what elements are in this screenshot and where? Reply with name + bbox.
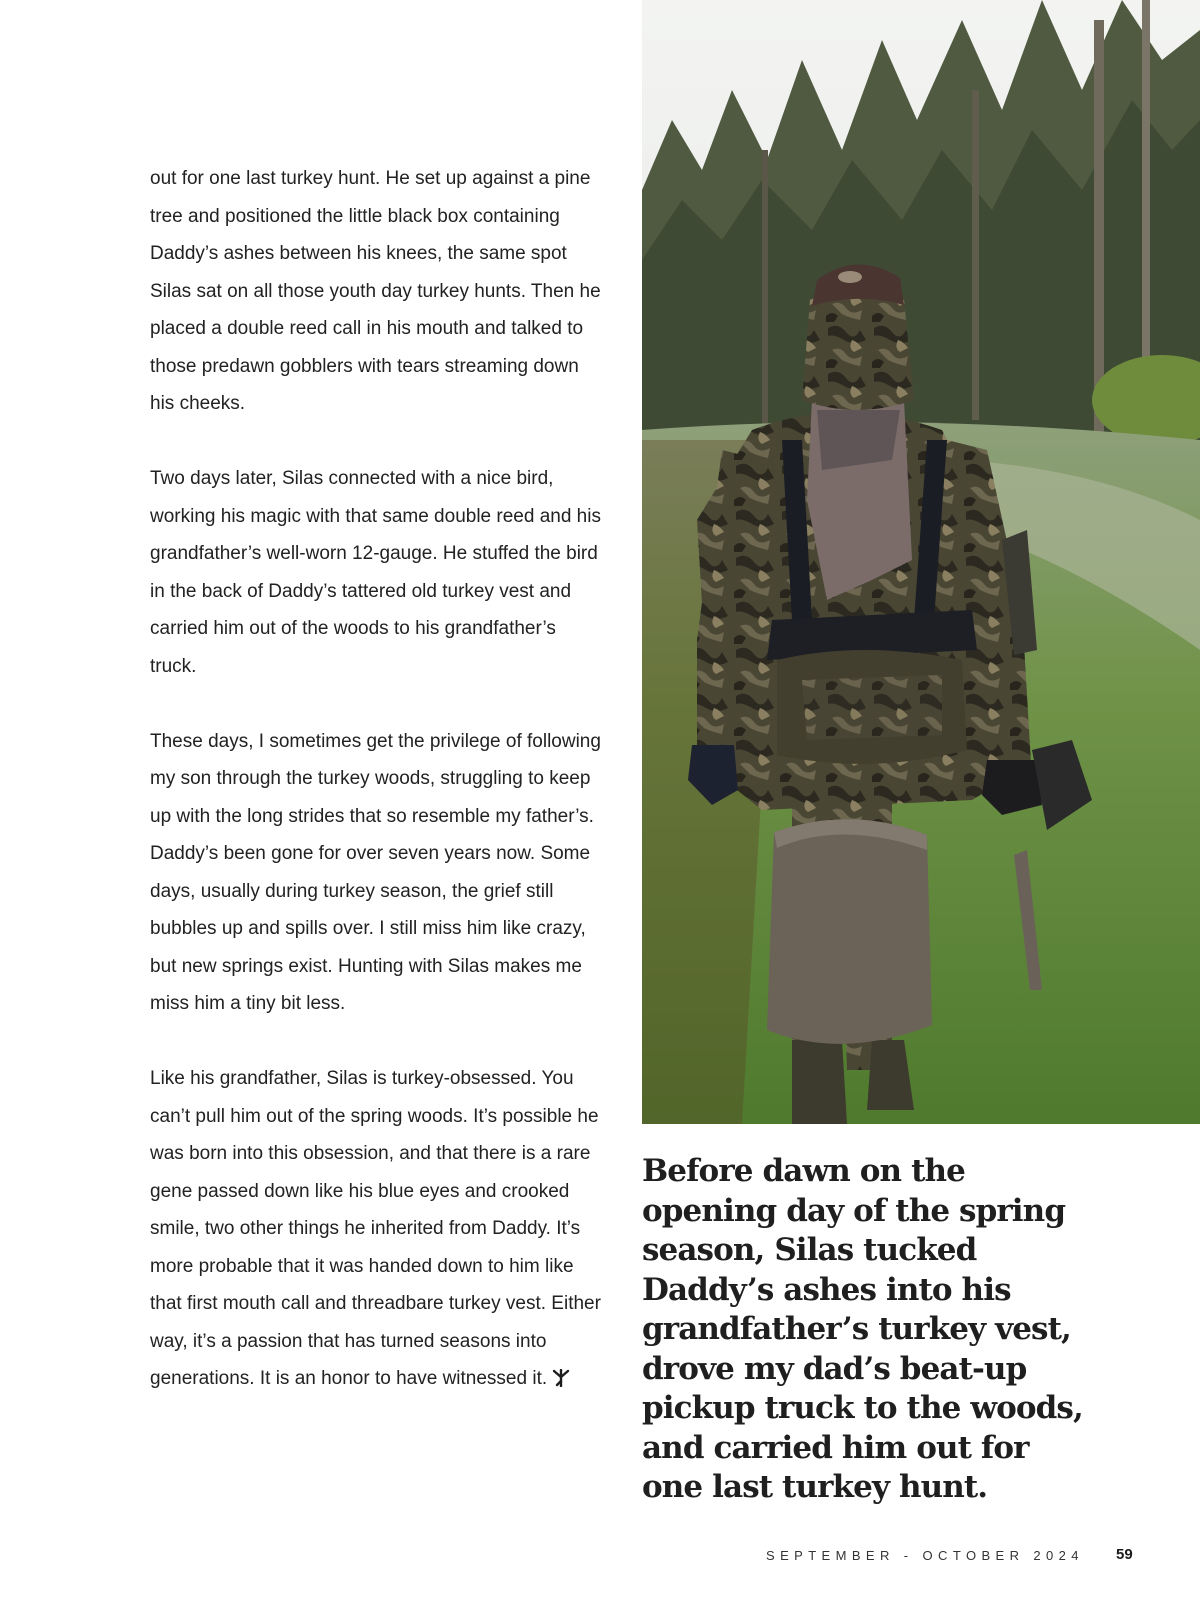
page-number: 59 <box>1116 1546 1133 1563</box>
article-paragraph-4-text: Like his grandfather, Silas is turkey-obsessed. You can’t pull him out of the spring woods. It’s possible he was born into this obsession, and that there is a rare gene passed down like his blue eyes and crooked smile, two other things he inherited from Daddy. It’s more probable that it was handed down to him like that first mouth call and threadbare turkey vest. Either way, it’s a passion that has turned seasons into generations. It is an honor to have witnessed it. <box>150 1068 601 1389</box>
article-body <box>150 160 602 1401</box>
photo-caption: Before dawn on the opening day of the spring season, Silas tucked Daddy’s ashes into his grandfather’s turkey vest, drove my dad’s beat-up pickup truck to the woods, and carried him out for one last turkey hunt. <box>642 1153 1083 1505</box>
article-paragraph-1: out for one last turkey hunt. He set up against a pine tree and positioned the little black box containing Daddy’s ashes between his knees, the same spot Silas sat on all those youth day turkey hunts. Then he placed a double reed call in his mouth and talked to those predawn gobblers with tears streaming down his cheeks. <box>150 168 601 414</box>
article-paragraph-3: These days, I sometimes get the privilege of following my son through the turkey woods, struggling to keep up with the long strides that so resemble my father’s. Daddy’s been gone for over seven years now. Some days, usually during turkey season, the grief still bubbles up and spills over. I still miss him like crazy, but new springs exist. Hunting with Silas makes me miss him a tiny bit less. <box>150 730 601 1014</box>
hunter-photo <box>642 0 1200 1124</box>
turkey-track-icon <box>551 1363 571 1401</box>
article-paragraph-4 <box>150 1060 602 1401</box>
issue-date: SEPTEMBER - OCTOBER 2024 <box>766 1548 1084 1563</box>
article-paragraph-2: Two days later, Silas connected with a nice bird, working his magic with that same double reed and his grandfather’s well-worn 12-gauge. He stuffed the bird in the back of Daddy’s tattered old turkey vest and carried him out of the woods to his grandfather’s truck. <box>150 468 601 677</box>
